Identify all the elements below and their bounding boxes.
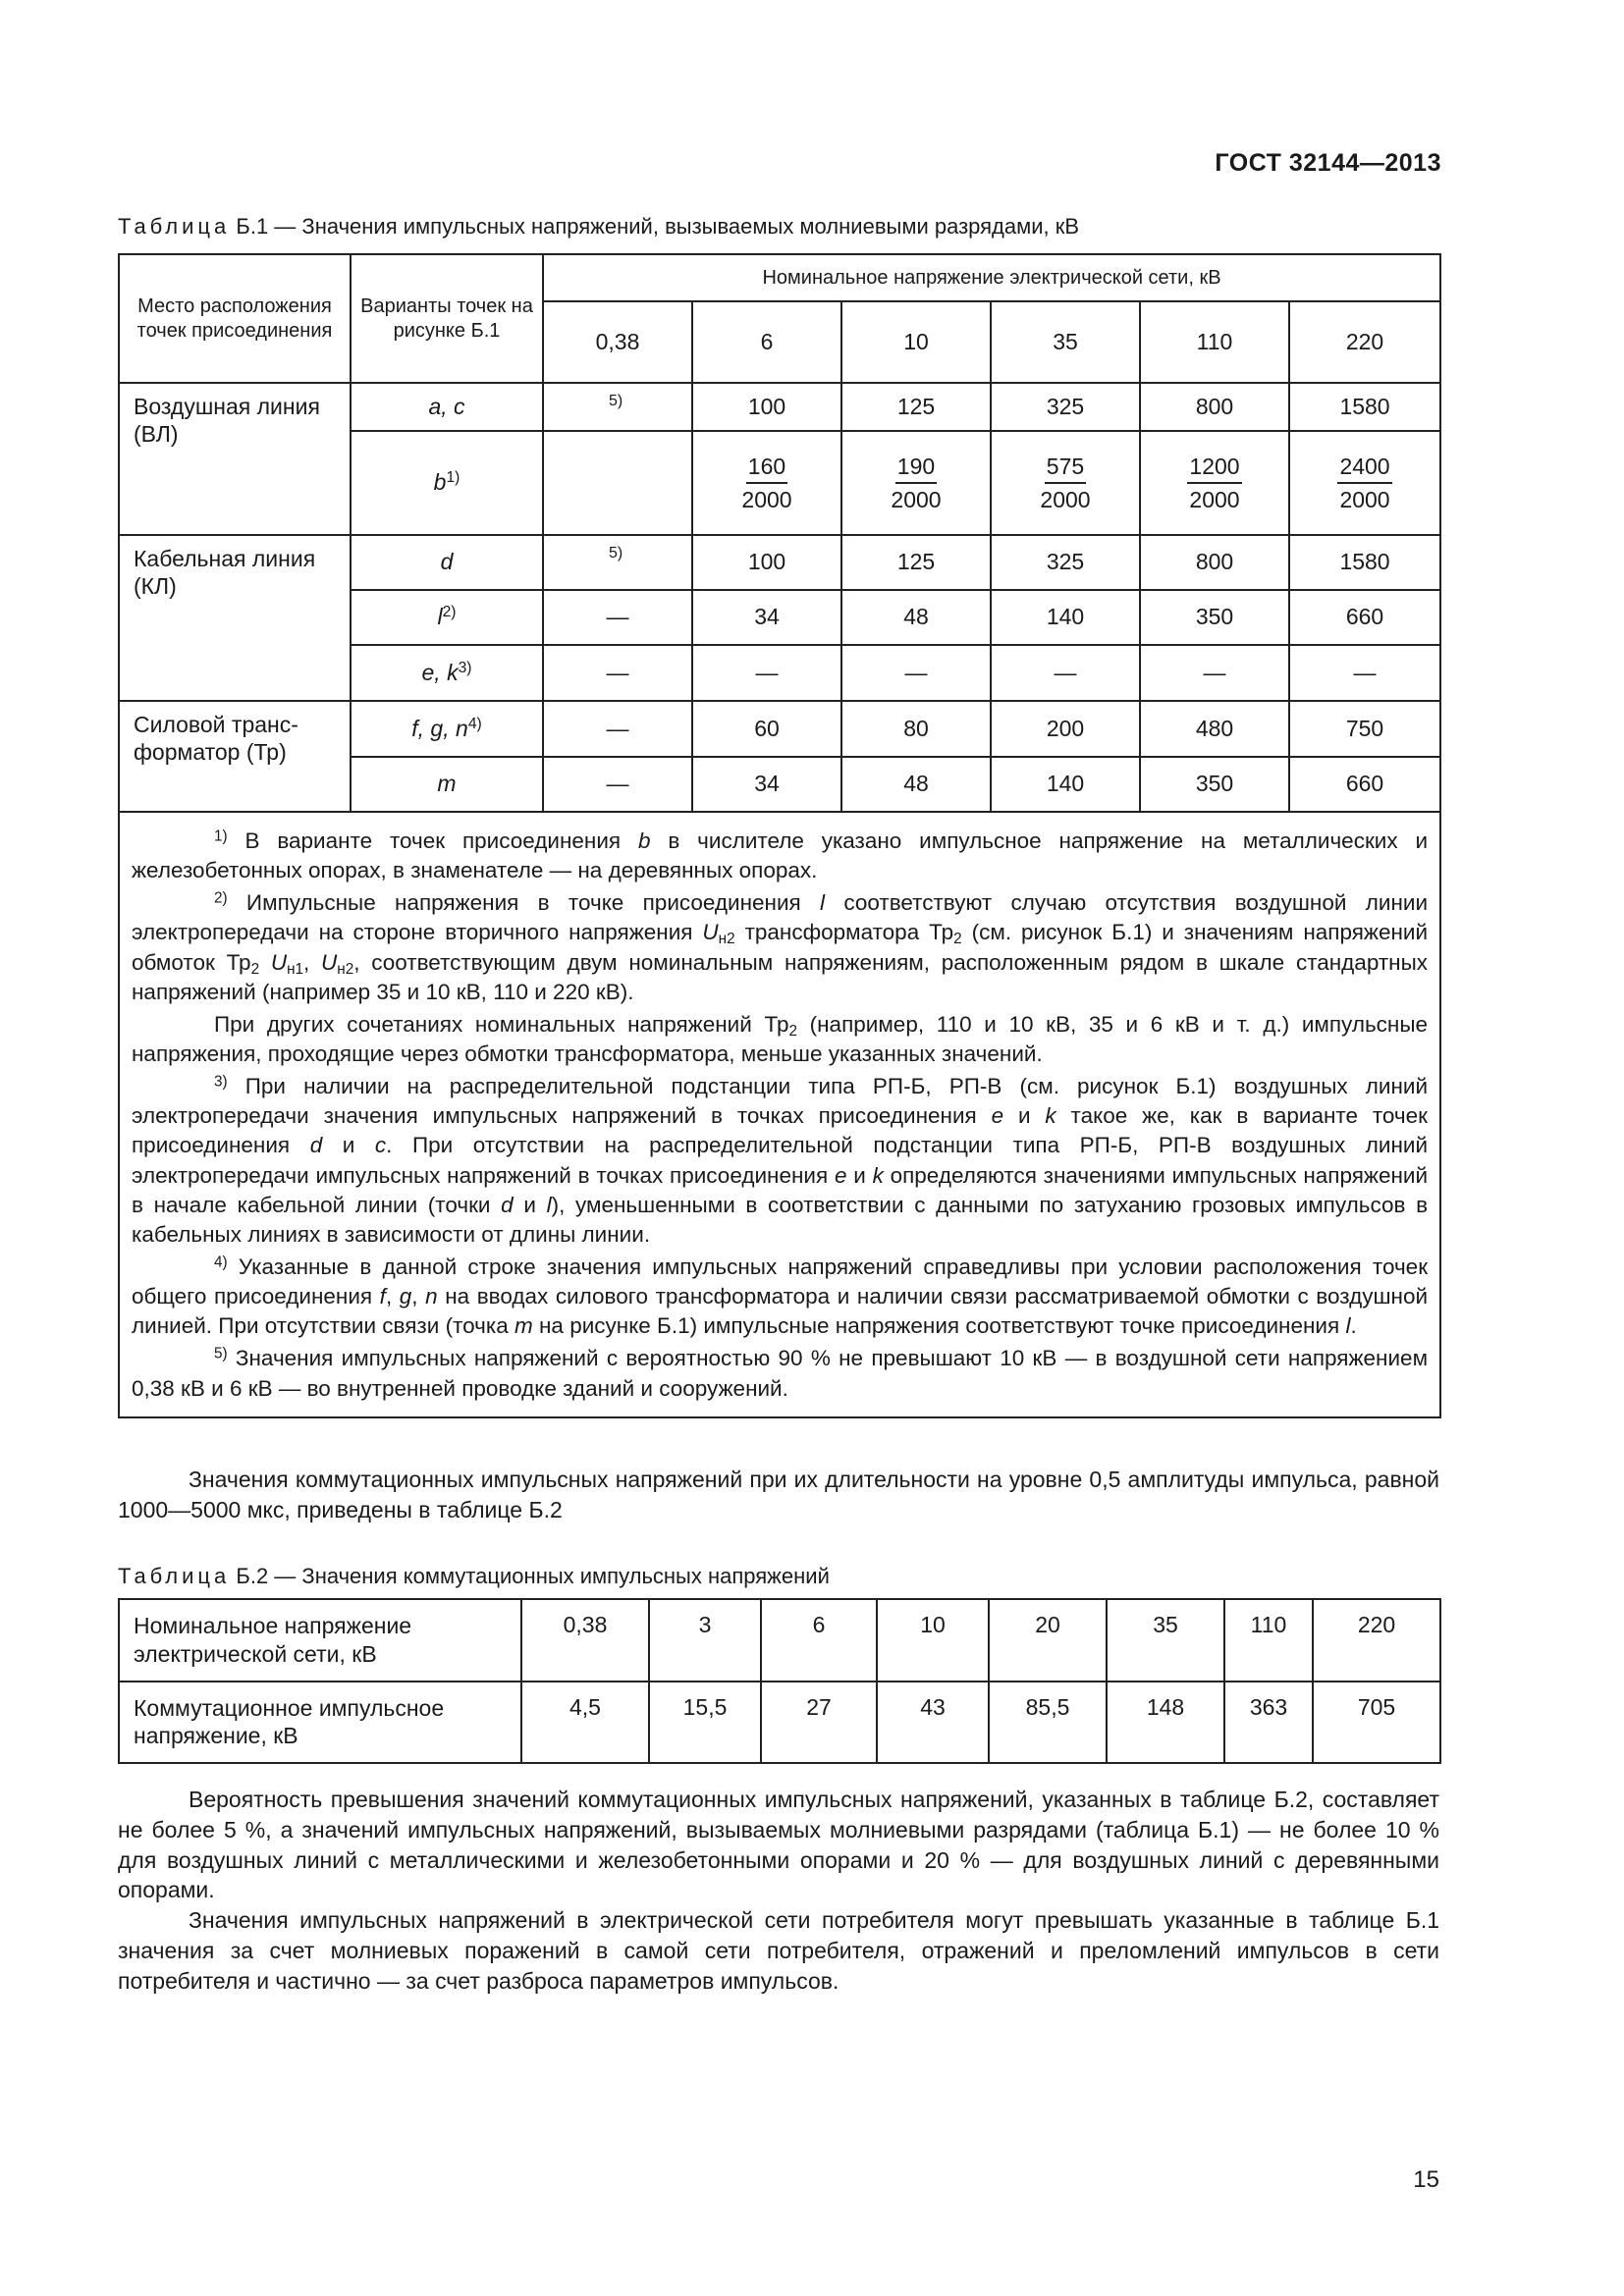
table-row <box>119 383 1440 431</box>
table-row <box>119 1599 1440 1682</box>
page-number: 15 <box>1413 2166 1439 2193</box>
table-cell: 750 <box>1289 701 1440 757</box>
table-cell: 660 <box>1289 757 1440 812</box>
table-cell: 34 <box>692 757 841 812</box>
table-cell: 80 <box>841 701 991 757</box>
footnote-5: $^{5)}$ Значения импульсных напряжений с вероятностью 90 % не превышают 10 кВ — в воздушной сети напряжением 0,38 кВ и 6 кВ — во внутренней проводке зданий и сооружений. <box>132 1345 1429 1401</box>
header-variants: Варианты точек на рисунке Б.1 <box>351 254 543 383</box>
table-cell: 220 <box>1313 1599 1440 1682</box>
table-cell: — <box>841 645 991 701</box>
table2-caption <box>118 1564 830 1589</box>
table-row <box>119 535 1440 590</box>
footnote-3: $^{3)}$ При наличии на распределительной подстанции типа РП-Б, РП-В (см. рисунок Б.1) воздушных линий электропередачи значения импульсных напряжений в точках присоединения e и k такое же, как в варианте точек присоединения d и c. При отсутствии на распределительной подстанции типа РП-Б, РП-В воздушных линий электропередачи импульсных напряжений в точках присоединения e и k определяются значениями импульсных напряжений в начале кабельной линии (точки d и l), уменьшенными в соответствии с данными по затуханию грозовых импульсов в кабельных линиях в зависимости от длины линии. <box>132 1073 1429 1247</box>
table-cell: 48 <box>841 757 991 812</box>
table-cell: 325 <box>991 535 1140 590</box>
fraction-numerator: 1200 <box>1187 451 1241 484</box>
table-cell: 363 <box>1224 1682 1313 1764</box>
table-cell: 3 <box>649 1599 761 1682</box>
table-cell: 100 <box>692 535 841 590</box>
footnotes <box>119 812 1440 1417</box>
table-cell: 1580 <box>1289 383 1440 431</box>
group-overhead-line: Воздушная линия (ВЛ) <box>119 383 351 535</box>
table-cell: 1580 <box>1289 535 1440 590</box>
table-lightning-voltages <box>118 253 1441 1418</box>
footnote-2: $^{2)}$ Импульсные напряжения в точке присоединения l соответствуют случаю отсутствия воздушной линии электропередачи на стороне вторичного напряжения $U_{н2}$ трансформатора $Тр_2$ (см. рисунок Б.1) и значениям напряжений обмоток $Тр_2$ $U_{н1}$, $U_{н2}$, соответствующим двум номинальным напряжениям, расположенным рядом в шкале стандартных напряжений (например 35 и 10 кВ, 110 и 220 кВ). <box>132 889 1429 1004</box>
voltage-col: 35 <box>991 301 1140 383</box>
table-cell: — <box>543 590 692 645</box>
voltage-col: 220 <box>1289 301 1440 383</box>
document-code: ГОСТ 32144—2013 <box>1215 149 1441 177</box>
table-cell: 15,5 <box>649 1682 761 1764</box>
voltage-col: 110 <box>1140 301 1289 383</box>
table-cell: 148 <box>1107 1682 1224 1764</box>
table-cell: 60 <box>692 701 841 757</box>
table-cell: 34 <box>692 590 841 645</box>
fraction-numerator: 575 <box>1045 451 1086 484</box>
table-cell: 27 <box>761 1682 877 1764</box>
fraction-numerator: 190 <box>895 451 937 484</box>
table-cell: 480 <box>1140 701 1289 757</box>
table-cell: — <box>543 701 692 757</box>
fraction-denominator: 2000 <box>1339 487 1390 512</box>
fraction-numerator: 2400 <box>1337 451 1391 484</box>
table-cell: — <box>692 645 841 701</box>
table-cell: 10 <box>877 1599 989 1682</box>
variant-label: l <box>437 604 443 630</box>
footnote-4: $^{4)}$ Указанные в данной строке значения импульсных напряжений справедливы при условии расположения точек общего присоединения f, g, n на вводах силового трансформатора и наличии связи рассматриваемой обмотки с воздушной линией. При отсутствии связи (точка m на рисунке Б.1) импульсные напряжения соответствуют точке присоединения l. <box>132 1254 1429 1339</box>
paragraph-switching: Значения коммутационных импульсных напряжений при их длительности на уровне 0,5 амплитуды импульса, равной 1000—5000 мкс, приведены в таблице Б.2 <box>118 1467 1439 1522</box>
group-transformer: Силовой транс-форматор (Тр) <box>119 701 351 812</box>
table-cell: 140 <box>991 590 1140 645</box>
table-cell: 350 <box>1140 757 1289 812</box>
fraction-denominator: 2000 <box>1040 487 1091 512</box>
header-nominal-voltage: Номинальное напряжение электрической сети, кВ <box>543 254 1440 301</box>
paragraph-probability: Вероятность превышения значений коммутационных импульсных напряжений, указанных в таблице Б.2, составляет не более 5 %, а значений импульсных напряжений, вызываемых молниевыми разрядами (таблица Б.1) — не более 10 % для воздушных линий с металлическими и железобетонными опорами и 20 % — для воздушных линий с деревянными опорами. Значения импульсных напряжений в электрической сети потребителя могут превышать указанные в таблице Б.1 значения за счет молниевых поражений в самой сети потребителя, отражений и преломлений импульсов в сети потребителя и частично — за счет разброса параметров импульсов. <box>118 1785 1439 1997</box>
fraction-denominator: 2000 <box>1189 487 1240 512</box>
table1-caption-word: Таблица <box>118 214 231 239</box>
fraction-denominator: 2000 <box>741 487 792 512</box>
table-row <box>119 1682 1440 1764</box>
table-cell: 35 <box>1107 1599 1224 1682</box>
fraction-numerator: 160 <box>746 451 787 484</box>
table-cell: — <box>1289 645 1440 701</box>
table2-caption-text: Б.2 — Значения коммутационных импульсных напряжений <box>236 1564 830 1588</box>
footnote-1: $^{1)}$ В варианте точек присоединения b в числителе указано импульсное напряжение на металлических и железобетонных опорах, в знаменателе — на деревянных опорах. <box>132 828 1429 883</box>
variant-label: b <box>433 469 447 496</box>
row-label-switching: Коммутационное импульсное напряжение, кВ <box>119 1682 521 1764</box>
table-cell: 125 <box>841 383 991 431</box>
variant-label: a, c <box>428 393 465 419</box>
variant-label: e, k <box>421 659 459 685</box>
paragraph-exceed: Значения импульсных напряжений в электрической сети потребителя могут превышать указанные в таблице Б.1 значения за счет молниевых поражений в самой сети потребителя, отражений и преломлений импульсов в сети потребителя и частично — за счет разброса параметров импульсов. <box>118 1907 1439 1994</box>
table-row <box>119 701 1440 757</box>
table-cell: 110 <box>1224 1599 1313 1682</box>
table-cell: 140 <box>991 757 1140 812</box>
footnote-ref: 2) <box>442 604 457 621</box>
table-cell: 800 <box>1140 535 1289 590</box>
group-cable-line: Кабельная линия (КЛ) <box>119 535 351 701</box>
table-cell: 660 <box>1289 590 1440 645</box>
header-connection-place: Место расположения точек присоединения <box>119 254 351 383</box>
table-cell: 6 <box>761 1599 877 1682</box>
table-cell: — <box>543 645 692 701</box>
table-cell <box>543 431 692 535</box>
table-switching-voltages <box>118 1598 1441 1764</box>
table1-caption <box>118 214 1079 240</box>
table-cell: 100 <box>692 383 841 431</box>
variant-label: m <box>437 771 457 797</box>
table-cell: 4,5 <box>521 1682 649 1764</box>
table-cell: 43 <box>877 1682 989 1764</box>
voltage-col: 6 <box>692 301 841 383</box>
table2-caption-word: Таблица <box>118 1564 231 1588</box>
table-cell: 48 <box>841 590 991 645</box>
table-cell: 0,38 <box>521 1599 649 1682</box>
table-cell: 20 <box>989 1599 1107 1682</box>
table-cell: — <box>991 645 1140 701</box>
table-cell: 800 <box>1140 383 1289 431</box>
voltage-col: 10 <box>841 301 991 383</box>
row-label-nominal: Номинальное напряжение электрической сети, кВ <box>119 1599 521 1682</box>
voltage-col: 0,38 <box>543 301 692 383</box>
fraction-denominator: 2000 <box>891 487 942 512</box>
table-cell: 85,5 <box>989 1682 1107 1764</box>
footnote-ref: 5) <box>609 545 623 561</box>
footnote-ref: 5) <box>609 393 623 409</box>
variant-label: d <box>440 549 454 575</box>
table-cell: 200 <box>991 701 1140 757</box>
table1-caption-text: Б.1 — Значения импульсных напряжений, вызываемых молниевыми разрядами, кВ <box>236 214 1080 239</box>
footnote-ref: 3) <box>458 659 472 676</box>
table-cell: — <box>1140 645 1289 701</box>
footnote-2-continued: При других сочетаниях номинальных напряжений $Тр_2$ (например, 110 и 10 кВ, 35 и 6 кВ и т. д.) импульсные напряжения, проходящие через обмотки трансформатора, меньше указанных значений. <box>132 1011 1429 1066</box>
table-cell: 705 <box>1313 1682 1440 1764</box>
table-cell: — <box>543 757 692 812</box>
footnote-ref: 1) <box>446 469 460 487</box>
table-cell: 125 <box>841 535 991 590</box>
table-cell: 325 <box>991 383 1140 431</box>
footnote-ref: 4) <box>467 715 482 732</box>
table-cell: 350 <box>1140 590 1289 645</box>
footnotes-row <box>119 812 1440 1417</box>
variant-label: f, g, n <box>411 715 468 741</box>
